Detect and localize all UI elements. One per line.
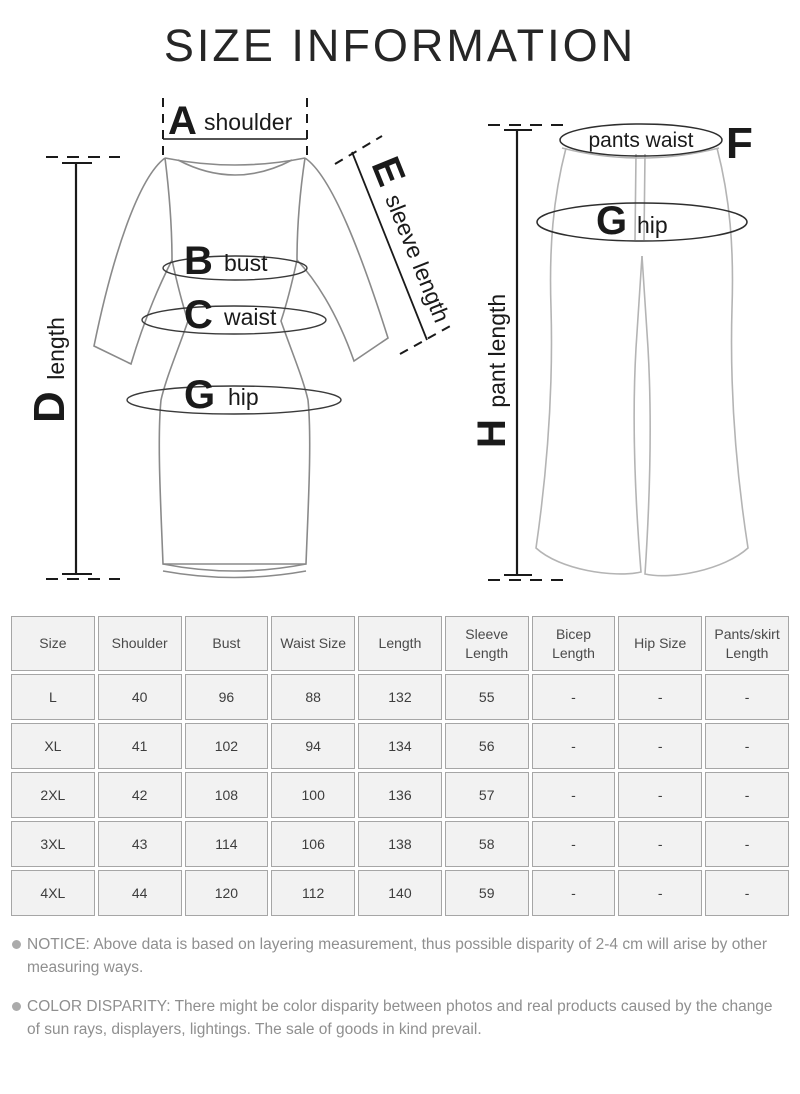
table-cell: - xyxy=(705,723,789,769)
bust-letter: B xyxy=(184,239,213,283)
column-header: Size xyxy=(11,616,95,671)
column-header: Shoulder xyxy=(98,616,182,671)
table-cell: - xyxy=(705,772,789,818)
table-cell: 3XL xyxy=(11,821,95,867)
table-row xyxy=(11,772,789,818)
table-cell: 100 xyxy=(271,772,355,818)
pants-waist-label: pants waist xyxy=(588,129,694,152)
bullet-icon xyxy=(12,1002,21,1011)
pants-hip-label: hip xyxy=(637,212,668,238)
table-cell: 114 xyxy=(185,821,269,867)
table-cell: - xyxy=(532,870,616,916)
dress-outline xyxy=(94,158,388,578)
table-cell: - xyxy=(532,723,616,769)
page-title: SIZE INFORMATION xyxy=(163,20,637,71)
table-cell: - xyxy=(705,821,789,867)
sleeve-label: E sleeve length xyxy=(362,150,456,326)
table-cell: - xyxy=(532,674,616,720)
notice-text: COLOR DISPARITY: There might be color disparity between photos and real products caused by the change of sun rays, displayers, lightings. The sale of goods in kind prevail. xyxy=(27,997,773,1038)
table-cell: 43 xyxy=(98,821,182,867)
table-cell: 42 xyxy=(98,772,182,818)
table-row xyxy=(11,821,789,867)
waist-letter: C xyxy=(184,293,213,337)
shoulder-letter: A xyxy=(168,99,197,143)
size-diagram xyxy=(0,78,800,613)
table-cell: 112 xyxy=(271,870,355,916)
table-cell: XL xyxy=(11,723,95,769)
dress-figure xyxy=(25,98,468,579)
table-cell: L xyxy=(11,674,95,720)
pants-figure xyxy=(470,119,753,580)
notice-item xyxy=(12,933,782,980)
table-cell: 57 xyxy=(445,772,529,818)
table-cell: 58 xyxy=(445,821,529,867)
dress-hip-label: hip xyxy=(228,384,259,410)
notices-section xyxy=(0,919,800,1041)
table-cell: - xyxy=(618,870,702,916)
size-table-section xyxy=(0,613,800,919)
table-cell: 138 xyxy=(358,821,442,867)
table-cell: - xyxy=(705,674,789,720)
table-cell: 140 xyxy=(358,870,442,916)
column-header: Bicep Length xyxy=(532,616,616,671)
column-header: Bust xyxy=(185,616,269,671)
table-cell: 88 xyxy=(271,674,355,720)
table-row xyxy=(11,723,789,769)
table-cell: 59 xyxy=(445,870,529,916)
length-label: D length xyxy=(25,317,74,423)
pant-length-label: H pant length xyxy=(470,293,514,448)
column-header: Pants/skirt Length xyxy=(705,616,789,671)
shoulder-label: shoulder xyxy=(204,109,293,135)
table-cell: 136 xyxy=(358,772,442,818)
table-cell: 41 xyxy=(98,723,182,769)
table-cell: 40 xyxy=(98,674,182,720)
pants-waist-letter: F xyxy=(726,119,753,168)
table-cell: 55 xyxy=(445,674,529,720)
table-cell: - xyxy=(618,674,702,720)
table-cell: 2XL xyxy=(11,772,95,818)
table-cell: - xyxy=(705,870,789,916)
measurement-diagram xyxy=(0,78,800,613)
table-cell: - xyxy=(618,723,702,769)
table-cell: 94 xyxy=(271,723,355,769)
table-cell: 108 xyxy=(185,772,269,818)
table-row xyxy=(11,870,789,916)
table-cell: - xyxy=(618,772,702,818)
waist-label: waist xyxy=(224,304,277,330)
table-cell: - xyxy=(618,821,702,867)
table-cell: - xyxy=(532,821,616,867)
notice-item xyxy=(12,995,782,1042)
table-row xyxy=(11,674,789,720)
table-cell: 106 xyxy=(271,821,355,867)
dress-hip-letter: G xyxy=(184,373,216,417)
table-cell: 132 xyxy=(358,674,442,720)
table-cell: 102 xyxy=(185,723,269,769)
table-cell: 4XL xyxy=(11,870,95,916)
pants-hip-letter: G xyxy=(596,199,628,243)
column-header: Length xyxy=(358,616,442,671)
bullet-icon xyxy=(12,940,21,949)
table-cell: 120 xyxy=(185,870,269,916)
column-header: Sleeve Length xyxy=(445,616,529,671)
table-cell: 96 xyxy=(185,674,269,720)
bust-label: bust xyxy=(224,250,268,276)
table-cell: 56 xyxy=(445,723,529,769)
table-cell: 134 xyxy=(358,723,442,769)
column-header: Hip Size xyxy=(618,616,702,671)
column-header: Waist Size xyxy=(271,616,355,671)
size-table xyxy=(8,613,792,919)
notice-text: NOTICE: Above data is based on layering measurement, thus possible disparity of 2-4 cm will arise by other measuring ways. xyxy=(27,936,768,977)
table-cell: 44 xyxy=(98,870,182,916)
size-table-body xyxy=(11,674,789,916)
table-header-row xyxy=(11,616,789,671)
table-cell: - xyxy=(532,772,616,818)
